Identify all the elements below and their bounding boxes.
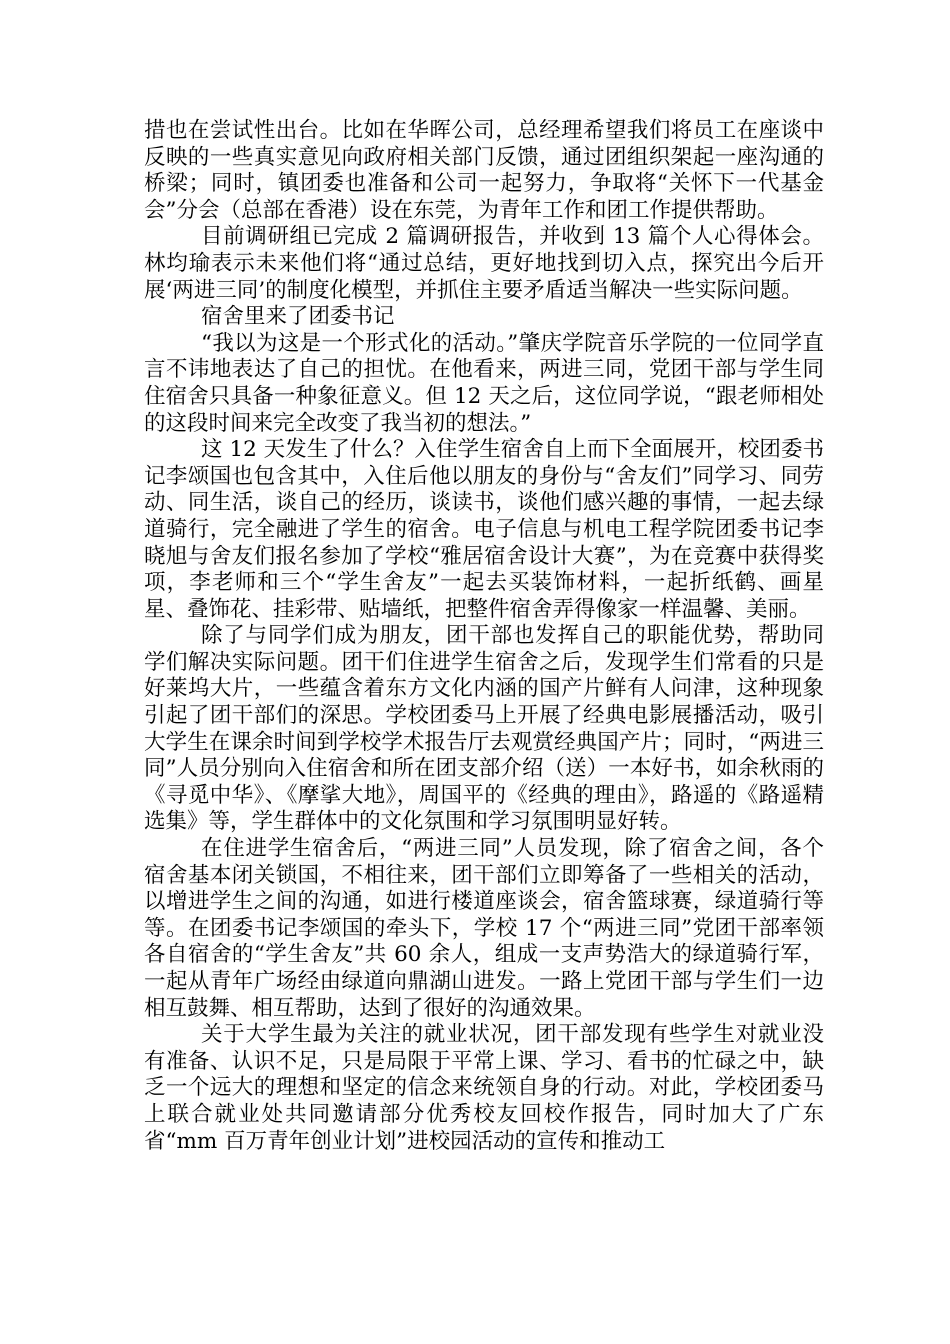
section-heading: 宿舍里来了团委书记 (201, 304, 395, 330)
paragraph-3: “我以为这是一个形式化的活动。”肇庆学院音乐学院的一位同学直言不讳地表达了自己的担忧。在他看来，两进三同，党团干部与学生同住宿舍只具备一种象征意义。但 12 天之后，这位同学说，“跟老师相处的这段时间来完全改变了我当初的想法。” (144, 330, 824, 436)
paragraph-6: 在住进学生宿舍后，“两进三同”人员发现，除了宿舍之间，各个宿舍基本闭关锁国，不相往来，团干部们立即筹备了一些相关的活动，以增进学生之间的沟通，如进行楼道座谈会，宿舍篮球赛，绿道骑行等等。在团委书记李颂国的牵头下，学校 17 个“两进三同”党团干部率领各自宿舍的“学生舍友”共 60 余人，组成一支声势浩大的绿道骑行军，一起从青年广场经由绿道向鼎湖山进发。一路上党团干部与学生们一边相互鼓舞、相互帮助，达到了很好的沟通效果。 (144, 836, 824, 1021)
paragraph-1: 措也在尝试性出台。比如在华晖公司，总经理希望我们将员工在座谈中反映的一些真实意见向政府相关部门反馈，通过团组织架起一座沟通的桥梁；同时，镇团委也准备和公司一起努力，争取将“关怀下一代基金会”分会（总部在香港）设在东莞，为青年工作和团工作提供帮助。 (144, 118, 824, 223)
paragraph-5: 除了与同学们成为朋友，团干部也发挥自己的职能优势，帮助同学们解决实际问题。团干们住进学生宿舍之后，发现学生们常看的只是好莱坞大片，一些蕴含着东方文化内涵的国产片鲜有人问津，这种现象引起了团干部们的深思。学校团委马上开展了经典电影展播活动，吸引大学生在课余时间到学校学术报告厅去观赏经典国产片；同时，“两进三同”人员分别向入住宿舍和所在团支部介绍（送）一本好书，如余秋雨的《寻觅中华》、《摩挲大地》，周国平的《经典的理由》，路遥的《路遥精选集》等，学生群体中的文化氛围和学习氛围明显好转。 (144, 623, 824, 835)
paragraph-4: 这 12 天发生了什么？入住学生宿舍自上而下全面展开，校团委书记李颂国也包含其中，入住后他以朋友的身份与“舍友们”同学习、同劳动、同生活，谈自己的经历，谈读书，谈他们感兴趣的事情，一起去绿道骑行，完全融进了学生的宿舍。电子信息与机电工程学院团委书记李晓旭与舍友们报名参加了学校“雅居宿舍设计大赛”，为在竞赛中获得奖项，李老师和三个“学生舍友”一起去买装饰材料，一起折纸鹤、画星星、叠饰花、挂彩带、贴墙纸，把整件宿舍弄得像家一样温馨、美丽。 (144, 437, 824, 622)
paragraph-2: 目前调研组已完成 2 篇调研报告，并收到 13 篇个人心得体会。林均瑜表示未来他们将“通过总结，更好地找到切入点，探究出今后开展‘两进三同’的制度化模型，并抓住主要矛盾适当解决一些实际问题。 (144, 224, 824, 303)
paragraph-7: 关于大学生最为关注的就业状况，团干部发现有些学生对就业没有准备、认识不足，只是局限于平常上课、学习、看书的忙碌之中，缺乏一个远大的理想和坚定的信念来统领自身的行动。对此，学校团委马上联合就业处共同邀请部分优秀校友回校作报告，同时加大了广东省“mm 百万青年创业计划”进校园活动的宣传和推动工 (144, 1022, 824, 1154)
document-body (144, 118, 824, 1155)
